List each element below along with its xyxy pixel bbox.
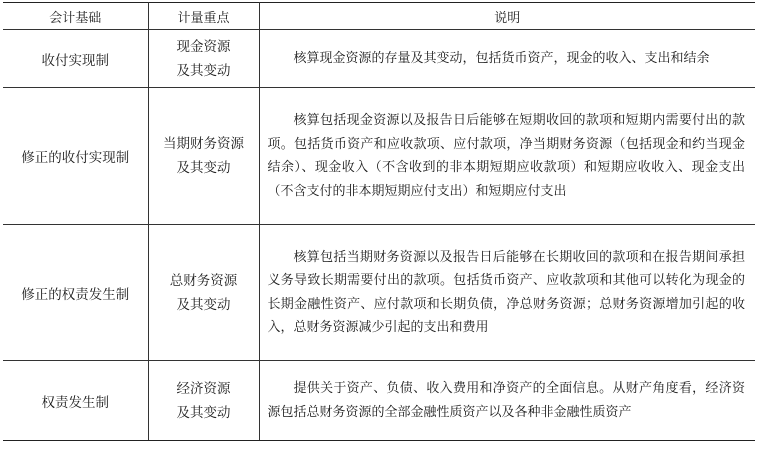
focus-line: 现金资源: [176, 38, 231, 55]
basis-cell: 权责发生制: [3, 361, 148, 441]
focus-cell: [148, 361, 259, 441]
table-row: [3, 361, 755, 441]
description-cell: 核算包括现金资源以及报告日后能够在短期收回的款项和短期内需要付出的款项。包括货币资产和应收款项、应付款项，净当期财务资源（包括现金和约当现金结余）、现金收入（不含收到的非本期短期应收款项）和短期应收收入、现金支出（不含支付的非本期短期应付支出）和短期应付支出: [259, 88, 755, 225]
description-cell: 提供关于资产、负债、收入费用和净资产的全面信息。从财产角度看，经济资源包括总财务资源的全部金融性质资产以及各种非金融性质资产: [259, 361, 755, 441]
table-row: [3, 30, 755, 88]
focus-cell: [148, 225, 259, 361]
basis-cell: 修正的权责发生制: [3, 225, 148, 361]
table-row: [3, 225, 755, 361]
focus-line: 总财务资源: [169, 272, 238, 289]
focus-line: 经济资源: [176, 380, 231, 397]
header-basis: 会计基础: [3, 3, 148, 30]
focus-line: 及其变动: [176, 296, 231, 313]
header-focus: 计量重点: [148, 3, 259, 30]
description-cell: 核算包括当期财务资源以及报告日后能够在长期收回的款项和在报告期间承担义务导致长期需要付出的款项。包括货币资产、应收款项和其他可以转化为现金的长期金融性资产、应付款项和长期负债，净总财务资源；总财务资源增加引起的收入，总财务资源减少引起的支出和费用: [259, 225, 755, 361]
description-cell: 核算现金资源的存量及其变动，包括货币资产，现金的收入、支出和结余: [259, 30, 755, 88]
focus-line: 当期财务资源: [163, 136, 244, 152]
focus-line: 及其变动: [176, 160, 231, 176]
header-row: [3, 3, 755, 30]
focus-cell: [148, 30, 259, 88]
header-description: 说明: [259, 3, 755, 30]
focus-line: 及其变动: [176, 404, 231, 421]
accounting-basis-table: [3, 2, 755, 441]
basis-cell: 修正的收付实现制: [3, 88, 148, 225]
focus-cell: [148, 88, 259, 225]
basis-cell: 收付实现制: [3, 30, 148, 88]
table-row: [3, 88, 755, 225]
focus-line: 及其变动: [176, 62, 231, 79]
